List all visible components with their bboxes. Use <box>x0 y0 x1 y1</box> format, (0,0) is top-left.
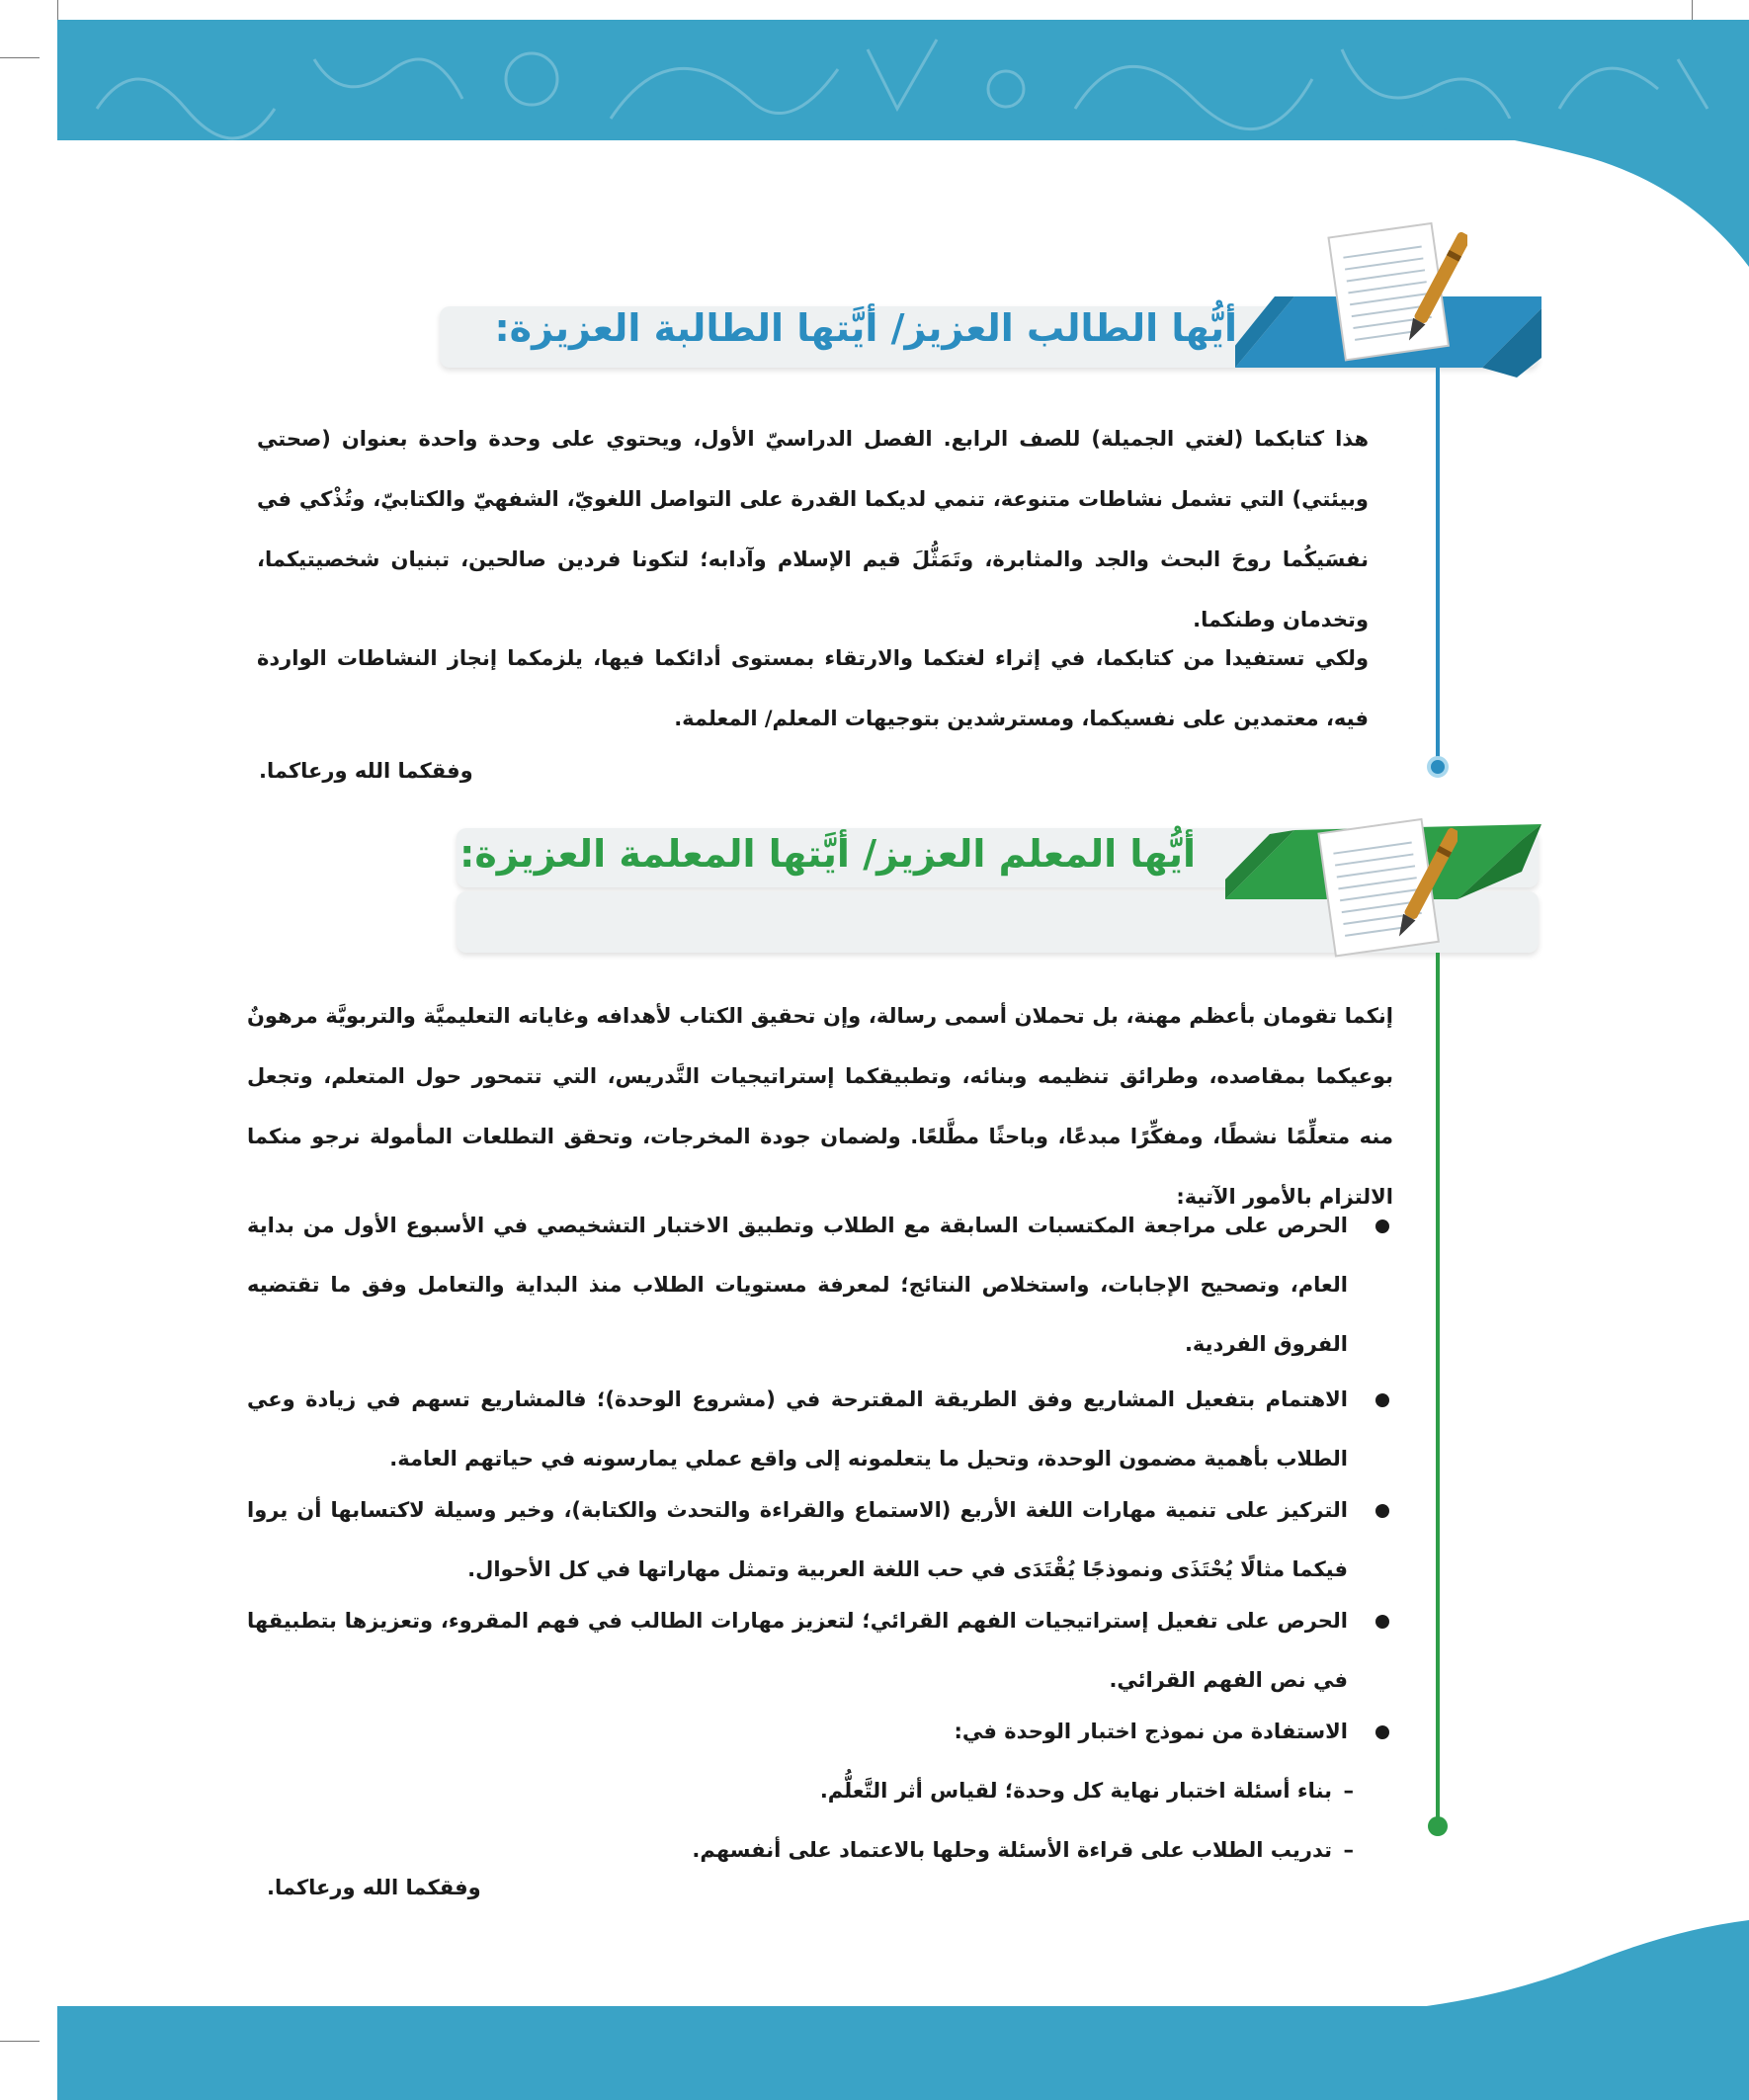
list-item <box>247 1591 1393 1702</box>
student-vertical-line <box>1436 368 1440 763</box>
paper-pen-icon <box>1319 219 1467 368</box>
teacher-closing: وفقكما الله ورعاكما. <box>267 1876 481 1899</box>
teacher-bullet-list <box>247 1196 1393 1880</box>
list-item <box>247 1370 1393 1480</box>
bullet-icon <box>1375 1615 1389 1629</box>
student-line-end-dot <box>1427 756 1449 778</box>
list-item <box>247 1196 1393 1370</box>
sub-item-text: بناء أسئلة اختبار نهاية كل وحدة؛ لقياس أثر التَّعلُّم. <box>819 1779 1332 1803</box>
teacher-intro: إنكما تقومان بأعظم مهنة، بل تحملان أسمى رسالة، وإن تحقيق الكتاب لأهدافه وغاياته التعليميَّة والتربويَّة مرهونٌ بوعيكما بمقاصده، وطرائق تنظيمه وبنائه، وتطبيقكما إستراتيجيات التَّدريس، التي تتمحور حول المتعلم، وتجعل منه متعلِّمًا نشطًا، ومفكِّرًا مبدعًا، وباحثًا مطَّلعًا. ولضمان جودة المخرجات، وتحقق التطلعات المأمولة نرجو منكما الالتزام بالأمور الآتية: <box>247 1004 1393 1209</box>
crop-mark <box>0 2041 40 2042</box>
page-number: ٦ <box>1544 1927 1571 1977</box>
dash-marker: – <box>1343 1779 1354 1803</box>
bullet-text: الحرص على تفعيل إستراتيجيات الفهم القرائي؛ لتعزيز مهارات الطالب في فهم المقروء، وتعزيزها بتطبيقها في نص الفهم القرائي. <box>247 1609 1348 1692</box>
sub-list-item <box>247 1820 1393 1880</box>
footer-band <box>57 2006 1749 2100</box>
bullet-text: التركيز على تنمية مهارات اللغة الأربع (الاستماع والقراءة والتحدث والكتابة)، وخير وسيلة لاكتسابها أن يروا فيكما مثالًا يُحْتَذَى ونموذجًا يُقْتَدَى في حب اللغة العربية وتمثل مهاراتها في كل الأحوال. <box>247 1498 1348 1581</box>
list-item <box>247 1480 1393 1591</box>
bullet-icon <box>1375 1725 1389 1739</box>
bullet-icon <box>1375 1219 1389 1233</box>
student-closing: وفقكما الله ورعاكما. <box>259 759 473 783</box>
dash-marker: – <box>1343 1838 1354 1862</box>
crop-mark <box>0 57 40 58</box>
sub-item-text: تدريب الطلاب على قراءة الأسئلة وحلها بالاعتماد على أنفسهم. <box>692 1838 1332 1862</box>
teacher-title: أيُّها المعلم العزيز/ أيَّتها المعلمة العزيزة: <box>459 832 1196 876</box>
paper-pen-icon <box>1309 815 1458 964</box>
student-paragraph-2: ولكي تستفيدا من كتابكما، في إثراء لغتكما والارتقاء بمستوى أدائكما فيها، يلزمكما إنجاز النشاطات الواردة فيه، معتمدين على نفسيكما، ومسترشدين بتوجيهات المعلم/ المعلمة. <box>257 646 1369 730</box>
bullet-icon <box>1375 1393 1389 1407</box>
bullet-text: الاهتمام بتفعيل المشاريع وفق الطريقة المقترحة في (مشروع الوحدة)؛ فالمشاريع تسهم في زيادة وعي الطلاب بأهمية مضمون الوحدة، وتحيل ما يتعلمونه إلى واقع عملي يمارسونه في حياتهم العامة. <box>247 1387 1348 1470</box>
teacher-line-end-dot <box>1428 1816 1448 1836</box>
crop-mark <box>57 0 58 20</box>
crop-mark <box>1692 0 1693 20</box>
teacher-vertical-line <box>1436 953 1440 1822</box>
bullet-text: الحرص على مراجعة المكتسبات السابقة مع الطلاب وتطبيق الاختبار التشخيصي في الأسبوع الأول من بداية العام، وتصحيح الإجابات، واستخلاص النتائج؛ لمعرفة مستويات الطلاب منذ البداية والتعامل وفق ما تقتضيه الفروق الفردية. <box>247 1214 1348 1356</box>
student-paragraph-1: هذا كتابكما (لغتي الجميلة) للصف الرابع. الفصل الدراسيّ الأول، ويحتوي على وحدة واحدة بعنوان (صحتي وبيئتي) التي تشمل نشاطات متنوعة، تنمي لديكما القدرة على التواصل اللغويّ، الشفهيّ والكتابيّ، وتُذْكي في نفسَيكُما روحَ البحث والجد والمثابرة، وتَمَثُّلَ قيم الإسلام وآدابه؛ لتكونا فردين صالحين، تبنيان شخصيتيكما، وتخدمان وطنكما. <box>257 427 1369 631</box>
sub-list-item <box>247 1761 1393 1820</box>
bullet-icon <box>1375 1504 1389 1518</box>
student-title: أيُّها الطالب العزيز/ أيَّتها الطالبة العزيزة: <box>494 306 1237 350</box>
list-item <box>247 1702 1393 1761</box>
bullet-text: الاستفادة من نموذج اختبار الوحدة في: <box>954 1720 1348 1743</box>
